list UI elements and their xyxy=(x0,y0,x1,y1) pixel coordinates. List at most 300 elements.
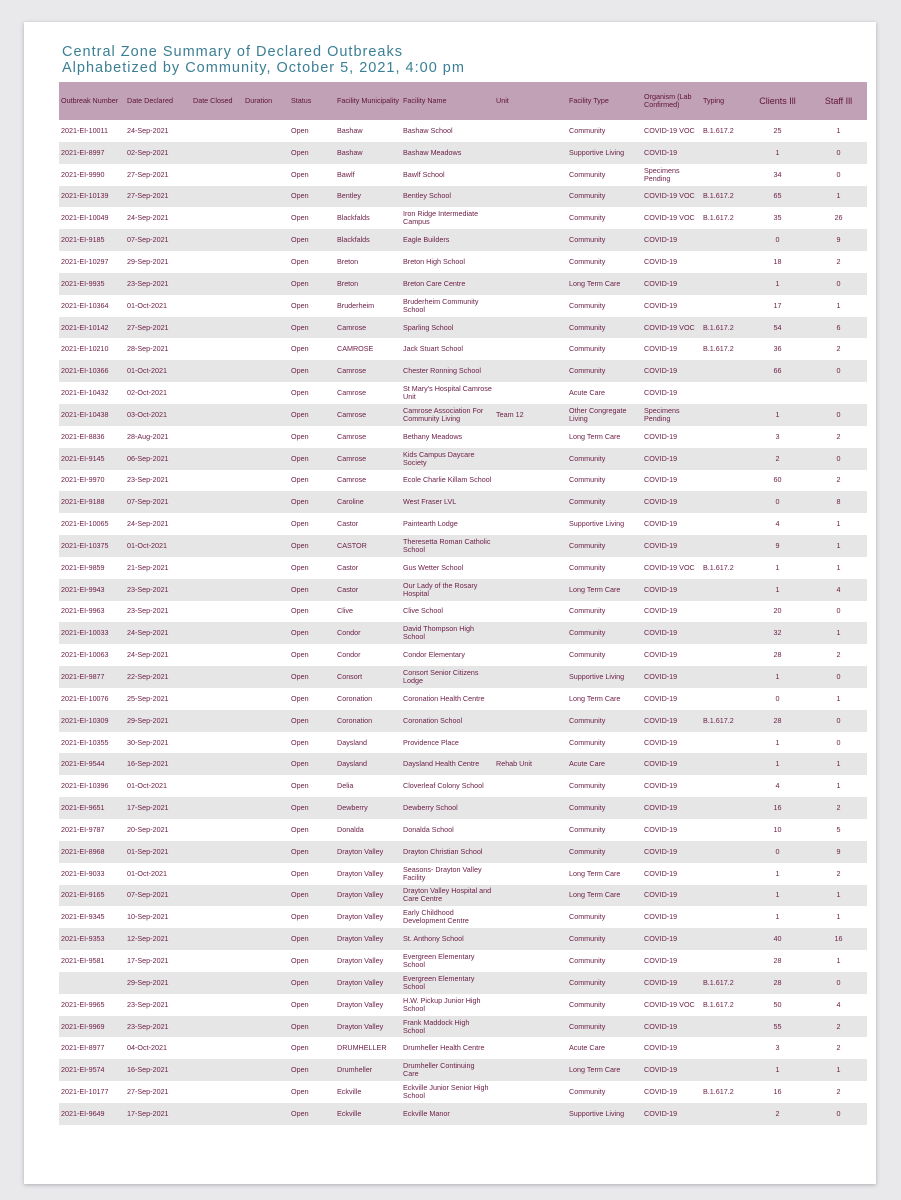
cell-status: Open xyxy=(289,120,335,142)
cell-date-declared: 04-Oct-2021 xyxy=(125,1037,191,1059)
cell-date-closed xyxy=(191,753,243,775)
cell-facility-type: Community xyxy=(567,841,642,863)
cell-status: Open xyxy=(289,710,335,732)
cell-organism: COVID-19 xyxy=(642,819,701,841)
cell-staff-ill: 0 xyxy=(810,164,867,186)
cell-duration xyxy=(243,1037,289,1059)
cell-date-declared: 29-Sep-2021 xyxy=(125,251,191,273)
cell-date-closed xyxy=(191,229,243,251)
cell-facility-type: Community xyxy=(567,928,642,950)
cell-facility-municipality: Bashaw xyxy=(335,142,401,164)
cell-status: Open xyxy=(289,164,335,186)
cell-outbreak-number: 2021-EI-10309 xyxy=(59,710,125,732)
cell-staff-ill: 2 xyxy=(810,426,867,448)
cell-date-closed xyxy=(191,644,243,666)
cell-facility-municipality: Eckville xyxy=(335,1081,401,1103)
cell-facility-municipality: Dewberry xyxy=(335,797,401,819)
cell-outbreak-number: 2021-EI-10396 xyxy=(59,775,125,797)
cell-outbreak-number: 2021-EI-9544 xyxy=(59,753,125,775)
cell-typing xyxy=(701,251,745,273)
cell-unit xyxy=(494,470,567,492)
cell-typing: B.1.617.2 xyxy=(701,338,745,360)
cell-facility-municipality: Bashaw xyxy=(335,120,401,142)
cell-facility-name: St. Anthony School xyxy=(401,928,494,950)
cell-unit xyxy=(494,579,567,601)
cell-duration xyxy=(243,797,289,819)
table-row xyxy=(59,535,867,557)
cell-staff-ill: 0 xyxy=(810,142,867,164)
cell-facility-type: Community xyxy=(567,535,642,557)
cell-organism: COVID-19 xyxy=(642,1016,701,1038)
cell-staff-ill: 26 xyxy=(810,207,867,229)
table-row xyxy=(59,557,867,579)
cell-facility-name: Frank Maddock High School xyxy=(401,1016,494,1038)
cell-duration xyxy=(243,360,289,382)
cell-typing: B.1.617.2 xyxy=(701,186,745,208)
cell-unit: Rehab Unit xyxy=(494,753,567,775)
cell-typing xyxy=(701,906,745,928)
cell-facility-municipality: Camrose xyxy=(335,470,401,492)
cell-organism: COVID-19 xyxy=(642,426,701,448)
cell-date-declared: 23-Sep-2021 xyxy=(125,273,191,295)
cell-typing xyxy=(701,382,745,404)
cell-outbreak-number: 2021-EI-9990 xyxy=(59,164,125,186)
cell-organism: COVID-19 xyxy=(642,1103,701,1125)
cell-facility-name: Chester Ronning School xyxy=(401,360,494,382)
cell-date-closed xyxy=(191,775,243,797)
cell-staff-ill: 0 xyxy=(810,710,867,732)
cell-typing: B.1.617.2 xyxy=(701,207,745,229)
cell-duration xyxy=(243,644,289,666)
cell-status: Open xyxy=(289,186,335,208)
cell-clients-ill: 34 xyxy=(745,164,810,186)
cell-facility-municipality: Blackfalds xyxy=(335,207,401,229)
cell-duration xyxy=(243,622,289,644)
cell-date-declared: 01-Sep-2021 xyxy=(125,841,191,863)
cell-date-closed xyxy=(191,513,243,535)
cell-date-declared: 24-Sep-2021 xyxy=(125,513,191,535)
cell-unit xyxy=(494,273,567,295)
cell-date-closed xyxy=(191,1059,243,1081)
cell-unit xyxy=(494,644,567,666)
cell-outbreak-number: 2021-EI-9033 xyxy=(59,863,125,885)
cell-date-closed xyxy=(191,142,243,164)
cell-date-closed xyxy=(191,207,243,229)
cell-organism: COVID-19 xyxy=(642,579,701,601)
cell-unit xyxy=(494,382,567,404)
cell-date-declared: 17-Sep-2021 xyxy=(125,950,191,972)
cell-facility-type: Long Term Care xyxy=(567,688,642,710)
cell-date-closed xyxy=(191,601,243,623)
cell-facility-type: Community xyxy=(567,1081,642,1103)
cell-typing xyxy=(701,448,745,470)
cell-outbreak-number xyxy=(59,972,125,994)
cell-clients-ill: 0 xyxy=(745,229,810,251)
cell-typing xyxy=(701,622,745,644)
cell-organism: COVID-19 xyxy=(642,338,701,360)
cell-organism: COVID-19 xyxy=(642,972,701,994)
cell-duration xyxy=(243,295,289,317)
cell-facility-name: Donalda School xyxy=(401,819,494,841)
cell-typing xyxy=(701,142,745,164)
cell-facility-municipality: Drayton Valley xyxy=(335,885,401,907)
cell-unit xyxy=(494,448,567,470)
table-row xyxy=(59,819,867,841)
cell-typing xyxy=(701,885,745,907)
cell-staff-ill: 4 xyxy=(810,994,867,1016)
cell-date-closed xyxy=(191,338,243,360)
cell-outbreak-number: 2021-EI-10432 xyxy=(59,382,125,404)
cell-staff-ill: 1 xyxy=(810,186,867,208)
cell-facility-name: Coronation School xyxy=(401,710,494,732)
cell-clients-ill: 17 xyxy=(745,295,810,317)
cell-outbreak-number: 2021-EI-10142 xyxy=(59,317,125,339)
cell-date-closed xyxy=(191,885,243,907)
cell-outbreak-number: 2021-EI-9651 xyxy=(59,797,125,819)
cell-staff-ill: 0 xyxy=(810,666,867,688)
cell-unit xyxy=(494,1059,567,1081)
cell-typing: B.1.617.2 xyxy=(701,994,745,1016)
col-duration: Duration xyxy=(243,82,289,120)
cell-clients-ill: 35 xyxy=(745,207,810,229)
cell-organism: COVID-19 xyxy=(642,1081,701,1103)
table-row xyxy=(59,775,867,797)
cell-staff-ill: 1 xyxy=(810,885,867,907)
cell-clients-ill: 0 xyxy=(745,841,810,863)
cell-staff-ill: 2 xyxy=(810,1016,867,1038)
table-row xyxy=(59,841,867,863)
cell-status: Open xyxy=(289,1037,335,1059)
cell-date-closed xyxy=(191,972,243,994)
cell-clients-ill: 1 xyxy=(745,579,810,601)
cell-date-declared: 17-Sep-2021 xyxy=(125,1103,191,1125)
cell-clients-ill: 1 xyxy=(745,863,810,885)
cell-staff-ill: 0 xyxy=(810,273,867,295)
cell-staff-ill: 1 xyxy=(810,775,867,797)
cell-facility-name: Breton Care Centre xyxy=(401,273,494,295)
cell-date-declared: 01-Oct-2021 xyxy=(125,775,191,797)
cell-facility-type: Community xyxy=(567,1016,642,1038)
cell-date-declared: 16-Sep-2021 xyxy=(125,1059,191,1081)
cell-organism: COVID-19 xyxy=(642,1037,701,1059)
cell-typing xyxy=(701,928,745,950)
cell-facility-municipality: Condor xyxy=(335,622,401,644)
table-row xyxy=(59,207,867,229)
cell-typing xyxy=(701,229,745,251)
cell-outbreak-number: 2021-EI-10177 xyxy=(59,1081,125,1103)
cell-clients-ill: 2 xyxy=(745,448,810,470)
table-row xyxy=(59,1081,867,1103)
cell-clients-ill: 25 xyxy=(745,120,810,142)
cell-status: Open xyxy=(289,404,335,426)
cell-facility-type: Long Term Care xyxy=(567,1059,642,1081)
cell-duration xyxy=(243,491,289,513)
cell-facility-type: Acute Care xyxy=(567,382,642,404)
cell-organism: COVID-19 xyxy=(642,885,701,907)
table-row xyxy=(59,448,867,470)
cell-duration xyxy=(243,448,289,470)
col-date-closed: Date Closed xyxy=(191,82,243,120)
cell-organism: COVID-19 xyxy=(642,382,701,404)
cell-status: Open xyxy=(289,950,335,972)
cell-outbreak-number: 2021-EI-9165 xyxy=(59,885,125,907)
cell-organism: COVID-19 xyxy=(642,360,701,382)
cell-organism: COVID-19 xyxy=(642,732,701,754)
cell-facility-type: Supportive Living xyxy=(567,142,642,164)
cell-status: Open xyxy=(289,775,335,797)
cell-unit xyxy=(494,513,567,535)
cell-duration xyxy=(243,338,289,360)
cell-facility-municipality: Camrose xyxy=(335,426,401,448)
cell-facility-name: West Fraser LVL xyxy=(401,491,494,513)
cell-status: Open xyxy=(289,513,335,535)
table-row xyxy=(59,710,867,732)
cell-unit xyxy=(494,207,567,229)
cell-status: Open xyxy=(289,644,335,666)
cell-facility-type: Community xyxy=(567,251,642,273)
cell-outbreak-number: 2021-EI-10049 xyxy=(59,207,125,229)
cell-date-closed xyxy=(191,273,243,295)
table-row xyxy=(59,928,867,950)
cell-typing xyxy=(701,732,745,754)
cell-facility-municipality: Donalda xyxy=(335,819,401,841)
cell-facility-type: Acute Care xyxy=(567,1037,642,1059)
cell-facility-name: Cloverleaf Colony School xyxy=(401,775,494,797)
cell-clients-ill: 55 xyxy=(745,1016,810,1038)
cell-date-closed xyxy=(191,1016,243,1038)
cell-typing xyxy=(701,295,745,317)
table-row xyxy=(59,186,867,208)
cell-unit xyxy=(494,819,567,841)
cell-date-declared: 28-Sep-2021 xyxy=(125,338,191,360)
cell-status: Open xyxy=(289,273,335,295)
cell-duration xyxy=(243,120,289,142)
cell-facility-municipality: Drayton Valley xyxy=(335,863,401,885)
cell-duration xyxy=(243,819,289,841)
cell-facility-municipality: Breton xyxy=(335,251,401,273)
cell-outbreak-number: 2021-EI-9145 xyxy=(59,448,125,470)
cell-status: Open xyxy=(289,229,335,251)
table-row xyxy=(59,251,867,273)
cell-facility-name: Consort Senior Citizens Lodge xyxy=(401,666,494,688)
table-row xyxy=(59,644,867,666)
cell-date-declared: 24-Sep-2021 xyxy=(125,120,191,142)
table-row xyxy=(59,164,867,186)
cell-duration xyxy=(243,972,289,994)
cell-outbreak-number: 2021-EI-9963 xyxy=(59,601,125,623)
cell-facility-type: Community xyxy=(567,338,642,360)
cell-date-declared: 27-Sep-2021 xyxy=(125,317,191,339)
table-row xyxy=(59,885,867,907)
cell-typing: B.1.617.2 xyxy=(701,120,745,142)
cell-clients-ill: 28 xyxy=(745,972,810,994)
cell-facility-name: Kids Campus Daycare Society xyxy=(401,448,494,470)
cell-status: Open xyxy=(289,470,335,492)
cell-facility-municipality: Coronation xyxy=(335,688,401,710)
cell-date-closed xyxy=(191,360,243,382)
cell-facility-municipality: Camrose xyxy=(335,360,401,382)
cell-outbreak-number: 2021-EI-9877 xyxy=(59,666,125,688)
cell-unit xyxy=(494,994,567,1016)
cell-clients-ill: 60 xyxy=(745,470,810,492)
cell-unit xyxy=(494,688,567,710)
cell-outbreak-number: 2021-EI-9943 xyxy=(59,579,125,601)
cell-organism: COVID-19 VOC xyxy=(642,557,701,579)
cell-facility-type: Long Term Care xyxy=(567,426,642,448)
cell-facility-name: Providence Place xyxy=(401,732,494,754)
cell-status: Open xyxy=(289,601,335,623)
cell-typing xyxy=(701,273,745,295)
report-subtitle: Alphabetized by Community, October 5, 2021, 4:00 pm xyxy=(62,60,465,76)
cell-unit xyxy=(494,338,567,360)
col-unit: Unit xyxy=(494,82,567,120)
cell-facility-name: Ecole Charlie Killam School xyxy=(401,470,494,492)
cell-duration xyxy=(243,994,289,1016)
cell-date-closed xyxy=(191,666,243,688)
cell-organism: COVID-19 xyxy=(642,710,701,732)
cell-facility-type: Community xyxy=(567,186,642,208)
cell-outbreak-number: 2021-EI-10139 xyxy=(59,186,125,208)
cell-outbreak-number: 2021-EI-8968 xyxy=(59,841,125,863)
cell-typing xyxy=(701,601,745,623)
table-row xyxy=(59,491,867,513)
cell-clients-ill: 16 xyxy=(745,797,810,819)
cell-clients-ill: 16 xyxy=(745,1081,810,1103)
cell-clients-ill: 20 xyxy=(745,601,810,623)
table-row xyxy=(59,338,867,360)
cell-duration xyxy=(243,775,289,797)
cell-facility-municipality: Eckville xyxy=(335,1103,401,1125)
cell-status: Open xyxy=(289,142,335,164)
cell-date-declared: 30-Sep-2021 xyxy=(125,732,191,754)
cell-date-closed xyxy=(191,164,243,186)
cell-facility-type: Community xyxy=(567,972,642,994)
table-row xyxy=(59,229,867,251)
cell-unit xyxy=(494,1081,567,1103)
table-row xyxy=(59,295,867,317)
cell-staff-ill: 16 xyxy=(810,928,867,950)
cell-unit xyxy=(494,906,567,928)
cell-outbreak-number: 2021-EI-9353 xyxy=(59,928,125,950)
cell-date-declared: 01-Oct-2021 xyxy=(125,863,191,885)
cell-date-closed xyxy=(191,295,243,317)
cell-clients-ill: 1 xyxy=(745,404,810,426)
cell-unit xyxy=(494,120,567,142)
cell-duration xyxy=(243,1059,289,1081)
cell-clients-ill: 36 xyxy=(745,338,810,360)
cell-facility-municipality: Daysland xyxy=(335,753,401,775)
cell-facility-type: Community xyxy=(567,470,642,492)
cell-facility-type: Community xyxy=(567,360,642,382)
cell-staff-ill: 0 xyxy=(810,360,867,382)
cell-date-declared: 24-Sep-2021 xyxy=(125,644,191,666)
cell-typing xyxy=(701,1037,745,1059)
cell-status: Open xyxy=(289,535,335,557)
cell-organism: COVID-19 xyxy=(642,273,701,295)
cell-status: Open xyxy=(289,207,335,229)
cell-facility-type: Community xyxy=(567,120,642,142)
cell-clients-ill: 18 xyxy=(745,251,810,273)
cell-staff-ill: 1 xyxy=(810,513,867,535)
cell-facility-type: Community xyxy=(567,710,642,732)
cell-clients-ill: 28 xyxy=(745,710,810,732)
cell-clients-ill: 50 xyxy=(745,994,810,1016)
cell-duration xyxy=(243,1081,289,1103)
cell-duration xyxy=(243,601,289,623)
cell-outbreak-number: 2021-EI-9969 xyxy=(59,1016,125,1038)
cell-duration xyxy=(243,1016,289,1038)
cell-typing xyxy=(701,863,745,885)
cell-facility-type: Community xyxy=(567,164,642,186)
cell-organism: COVID-19 xyxy=(642,666,701,688)
cell-clients-ill xyxy=(745,382,810,404)
cell-facility-municipality: Camrose xyxy=(335,404,401,426)
cell-outbreak-number: 2021-EI-10210 xyxy=(59,338,125,360)
cell-typing xyxy=(701,819,745,841)
col-date-declared: Date Declared xyxy=(125,82,191,120)
cell-facility-type: Long Term Care xyxy=(567,273,642,295)
cell-organism: COVID-19 xyxy=(642,863,701,885)
col-clients-ill: Clients Ill xyxy=(745,82,810,120)
table-body xyxy=(59,120,867,1125)
cell-staff-ill: 2 xyxy=(810,797,867,819)
cell-duration xyxy=(243,251,289,273)
table-row xyxy=(59,273,867,295)
cell-typing xyxy=(701,535,745,557)
col-facility-name: Facility Name xyxy=(401,82,494,120)
cell-staff-ill: 0 xyxy=(810,404,867,426)
cell-facility-type: Long Term Care xyxy=(567,579,642,601)
cell-status: Open xyxy=(289,382,335,404)
cell-clients-ill: 4 xyxy=(745,775,810,797)
cell-unit xyxy=(494,426,567,448)
table-row xyxy=(59,688,867,710)
cell-outbreak-number: 2021-EI-8997 xyxy=(59,142,125,164)
cell-typing xyxy=(701,1059,745,1081)
cell-organism: Specimens Pending xyxy=(642,404,701,426)
cell-unit xyxy=(494,229,567,251)
cell-facility-name: Drumheller Continuing Care xyxy=(401,1059,494,1081)
cell-duration xyxy=(243,666,289,688)
cell-staff-ill: 1 xyxy=(810,295,867,317)
cell-date-declared: 21-Sep-2021 xyxy=(125,557,191,579)
cell-outbreak-number: 2021-EI-10033 xyxy=(59,622,125,644)
cell-date-closed xyxy=(191,950,243,972)
cell-date-closed xyxy=(191,1081,243,1103)
cell-status: Open xyxy=(289,557,335,579)
cell-date-declared: 17-Sep-2021 xyxy=(125,797,191,819)
col-staff-ill: Staff Ill xyxy=(810,82,867,120)
cell-facility-name: Dewberry School xyxy=(401,797,494,819)
cell-staff-ill: 0 xyxy=(810,448,867,470)
cell-facility-type: Community xyxy=(567,491,642,513)
cell-typing xyxy=(701,775,745,797)
cell-facility-name: Eckville Junior Senior High School xyxy=(401,1081,494,1103)
cell-clients-ill: 0 xyxy=(745,491,810,513)
cell-staff-ill: 0 xyxy=(810,1103,867,1125)
cell-typing xyxy=(701,1016,745,1038)
cell-date-closed xyxy=(191,579,243,601)
cell-unit xyxy=(494,317,567,339)
cell-date-closed xyxy=(191,535,243,557)
cell-clients-ill: 32 xyxy=(745,622,810,644)
cell-date-closed xyxy=(191,491,243,513)
cell-date-declared: 02-Sep-2021 xyxy=(125,142,191,164)
cell-duration xyxy=(243,142,289,164)
cell-date-closed xyxy=(191,120,243,142)
cell-facility-type: Community xyxy=(567,732,642,754)
cell-date-declared: 12-Sep-2021 xyxy=(125,928,191,950)
